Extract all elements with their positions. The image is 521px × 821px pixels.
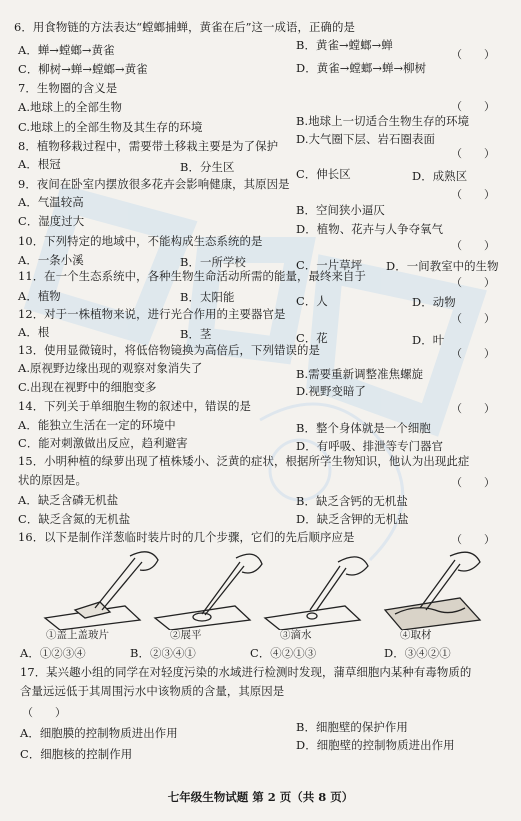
q10-option-c: C．一片草坪 (296, 258, 363, 272)
q13-option-d: D.视野变暗了 (296, 384, 367, 398)
q15-option-b: B．缺乏含钙的无机盐 (296, 494, 408, 508)
onion-slide-steps-figure (40, 548, 500, 630)
q7-answer-paren: （ ） (451, 100, 495, 113)
q16-step-3-caption: ③滴水 (280, 629, 312, 641)
q8-option-a: A．根冠 (18, 157, 61, 171)
q14-option-d: D．有呼吸、排泄等专门器官 (296, 439, 444, 453)
q8-stem: 8．植物移栽过程中，需要带土移栽主要是为了保护 (18, 139, 279, 153)
q17-option-b: B．细胞壁的保护作用 (296, 720, 408, 734)
q12-option-a: A．根 (18, 325, 50, 339)
q17-option-c: C．细胞核的控制作用 (20, 747, 133, 761)
q8-option-b: B．分生区 (180, 160, 235, 174)
q11-option-c: C．人 (296, 294, 328, 308)
q11-answer-paren: （ ） (451, 276, 495, 289)
q10-stem: 10．下列特定的地域中，不能构成生态系统的是 (18, 234, 263, 248)
q6-option-b: B．黄雀→螳螂→蝉 (296, 38, 393, 52)
q13-option-a: A.原视野边缘出现的观察对象消失了 (18, 361, 203, 375)
q14-answer-paren: （ ） (451, 402, 495, 415)
q8-answer-paren: （ ） (451, 147, 495, 160)
q12-option-d: D．叶 (412, 333, 445, 347)
q16-option-c: C．④②①③ (250, 646, 317, 660)
cover-slip-illustration (45, 552, 158, 630)
q15-stem-line1: 15．小明种植的绿萝出现了植株矮小、泛黄的症状，根据所学生物知识，他认为出现此症 (18, 454, 470, 468)
q11-stem: 11．在一个生态系统中，各种生物生命活动所需的能量，最终来自于 (18, 269, 366, 283)
q7-stem: 7．生物圈的含义是 (18, 81, 118, 95)
q17-stem-line2: 含量远远低于其周围污水中该物质的含量，其原因是 (20, 684, 285, 698)
q12-answer-paren: （ ） (451, 312, 495, 325)
q12-option-c: C．花 (296, 331, 328, 345)
q10-option-a: A．一条小溪 (18, 253, 84, 267)
q17-option-a: A．细胞膜的控制物质进出作用 (20, 726, 178, 740)
q14-stem: 14．下列关于单细胞生物的叙述中，错误的是 (18, 399, 252, 413)
page-footer: 七年级生物试题 第 2 页（共 8 页） (167, 790, 354, 804)
q10-answer-paren: （ ） (451, 239, 495, 252)
q9-option-a: A．气温较高 (18, 195, 84, 209)
q11-option-a: A．植物 (18, 289, 61, 303)
q9-option-c: C．湿度过大 (18, 214, 85, 228)
q9-option-d: D．植物、花卉与人争夺氧气 (296, 222, 444, 236)
q6-answer-paren: （ ） (451, 48, 495, 61)
q14-option-b: B．整个身体就是一个细胞 (296, 421, 431, 435)
q10-option-b: B．一所学校 (180, 255, 246, 269)
spread-illustration (155, 554, 262, 630)
take-material-illustration (385, 552, 480, 630)
q11-option-b: B．太阳能 (180, 290, 235, 304)
q13-answer-paren: （ ） (451, 347, 495, 360)
q14-option-a: A．能独立生活在一定的环境中 (18, 418, 176, 432)
q6-option-a: A．蝉→螳螂→黄雀 (18, 43, 115, 57)
q15-option-a: A．缺乏含磷无机盐 (18, 493, 119, 507)
q10-option-d: D．一间教室中的生物 (386, 259, 499, 273)
q8-option-c: C．伸长区 (296, 167, 351, 181)
q17-option-d: D．细胞壁的控制物质进出作用 (296, 738, 455, 752)
q11-option-d: D．动物 (412, 295, 456, 309)
q13-stem: 13．使用显微镜时，将低倍物镜换为高倍后，下列错误的是 (18, 343, 320, 357)
q15-option-c: C．缺乏含氮的无机盐 (18, 512, 131, 526)
q16-stem: 16．以下是制作洋葱临时装片时的几个步骤，它们的先后顺序应是 (18, 530, 355, 544)
q16-step-1-caption: ①盖上盖玻片 (46, 629, 109, 641)
q7-option-c: C.地球上的全部生物及其生存的环境 (18, 120, 203, 134)
q15-option-d: D．缺乏含钾的无机盐 (296, 512, 409, 526)
q14-option-c: C．能对刺激做出反应，趋利避害 (18, 436, 188, 450)
q7-option-b: B.地球上一切适合生物生存的环境 (296, 114, 470, 128)
q9-option-b: B．空间狭小逼仄 (296, 203, 385, 217)
q7-option-a: A.地球上的全部生物 (18, 100, 122, 114)
q9-answer-paren: （ ） (451, 188, 495, 201)
q16-step-2-caption: ②展平 (170, 629, 202, 641)
q17-stem-line1: 17．某兴趣小组的同学在对轻度污染的水域进行检测时发现，蒲草细胞内某种有毒物质的 (20, 665, 472, 679)
q16-step-4-caption: ④取材 (400, 629, 432, 641)
q8-option-d: D．成熟区 (412, 169, 468, 183)
q15-stem-line2: 状的原因是。 (18, 473, 87, 487)
q6-option-c: C．柳树→蝉→螳螂→黄雀 (18, 62, 148, 76)
q7-option-d: D.大气圈下层、岩石圈表面 (296, 132, 435, 146)
q16-option-b: B．②③④① (130, 646, 196, 660)
add-water-illustration (265, 557, 368, 630)
q6-option-d: D．黄雀→螳螂→蝉→柳树 (296, 61, 427, 75)
q17-answer-paren: （ ） (22, 706, 66, 719)
q15-answer-paren: （ ） (451, 476, 495, 489)
q16-option-a: A．①②③④ (20, 646, 86, 660)
q16-answer-paren: （ ） (451, 533, 495, 546)
q13-option-b: B.需要重新调整准焦螺旋 (296, 367, 424, 381)
q9-stem: 9．夜间在卧室内摆放很多花卉会影响健康，其原因是 (18, 177, 290, 191)
q12-stem: 12．对于一株植物来说，进行光合作用的主要器官是 (18, 307, 286, 321)
q13-option-c: C.出现在视野中的细胞变多 (18, 380, 157, 394)
q12-option-b: B．茎 (180, 327, 212, 341)
q6-stem: 6．用食物链的方法表达“螳螂捕蝉，黄雀在后”这一成语，正确的是 (14, 20, 355, 34)
q16-option-d: D．③④②① (384, 646, 451, 660)
